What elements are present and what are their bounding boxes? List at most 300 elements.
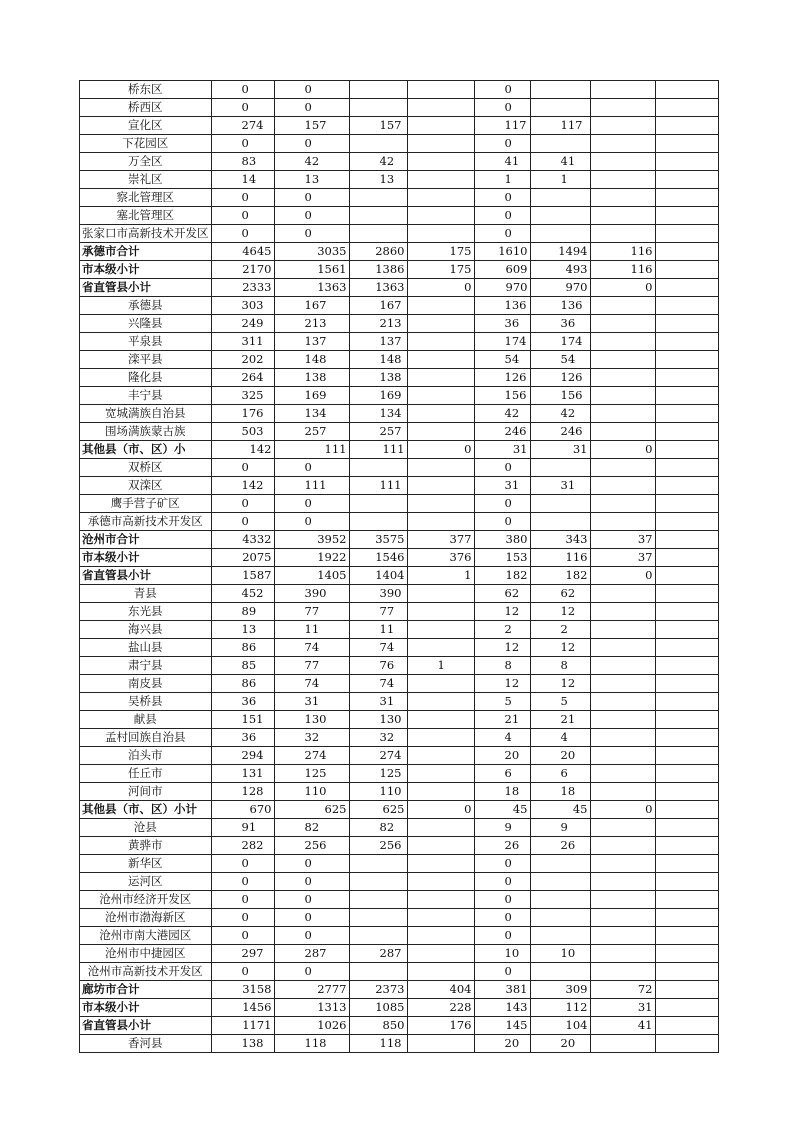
value-cell: 26: [530, 837, 590, 855]
value-cell: 86: [211, 639, 274, 657]
table-row: [80, 837, 719, 855]
value-cell: [655, 495, 718, 513]
value-cell: 138: [274, 369, 349, 387]
value-cell: 37: [590, 531, 655, 549]
value-cell: 2333: [211, 279, 274, 297]
value-cell: [349, 495, 407, 513]
value-cell: 1405: [274, 567, 349, 585]
table-row: [80, 549, 719, 567]
table-body: [80, 81, 719, 1053]
value-cell: [590, 657, 655, 675]
value-cell: [407, 225, 474, 243]
value-cell: 0: [474, 99, 530, 117]
region-name-cell: 其他县（市、区）小: [80, 441, 212, 459]
value-cell: [590, 873, 655, 891]
table-row: [80, 207, 719, 225]
value-cell: 8: [474, 657, 530, 675]
value-cell: 137: [274, 333, 349, 351]
table-row: [80, 369, 719, 387]
value-cell: 303: [211, 297, 274, 315]
value-cell: 41: [474, 153, 530, 171]
value-cell: 111: [349, 477, 407, 495]
value-cell: 138: [349, 369, 407, 387]
value-cell: 256: [349, 837, 407, 855]
table-row: [80, 405, 719, 423]
value-cell: 0: [211, 495, 274, 513]
value-cell: [655, 567, 718, 585]
value-cell: 9: [474, 819, 530, 837]
region-name-cell: 兴隆县: [80, 315, 212, 333]
value-cell: 41: [590, 1017, 655, 1035]
value-cell: 493: [530, 261, 590, 279]
value-cell: [590, 783, 655, 801]
value-cell: [655, 855, 718, 873]
value-cell: 89: [211, 603, 274, 621]
value-cell: 12: [530, 603, 590, 621]
table-row: [80, 297, 719, 315]
region-name-cell: 下花园区: [80, 135, 212, 153]
value-cell: [655, 909, 718, 927]
value-cell: [407, 117, 474, 135]
table-row: [80, 729, 719, 747]
value-cell: [655, 117, 718, 135]
table-row: [80, 1017, 719, 1035]
table-row: [80, 459, 719, 477]
value-cell: [407, 783, 474, 801]
value-cell: 77: [274, 603, 349, 621]
region-name-cell: 盐山县: [80, 639, 212, 657]
region-name-cell: 南皮县: [80, 675, 212, 693]
value-cell: [655, 963, 718, 981]
region-name-cell: 沧州市渤海新区: [80, 909, 212, 927]
value-cell: 0: [211, 225, 274, 243]
value-cell: [407, 747, 474, 765]
table-row: [80, 315, 719, 333]
value-cell: 169: [274, 387, 349, 405]
value-cell: [655, 639, 718, 657]
value-cell: 45: [474, 801, 530, 819]
value-cell: 1: [407, 657, 474, 675]
table-row: [80, 153, 719, 171]
value-cell: 274: [349, 747, 407, 765]
value-cell: [590, 621, 655, 639]
value-cell: [349, 873, 407, 891]
value-cell: [655, 927, 718, 945]
value-cell: 850: [349, 1017, 407, 1035]
value-cell: [655, 207, 718, 225]
value-cell: 18: [474, 783, 530, 801]
value-cell: 76: [349, 657, 407, 675]
region-name-cell: 市本级小计: [80, 261, 212, 279]
region-name-cell: 肃宁县: [80, 657, 212, 675]
value-cell: [655, 387, 718, 405]
value-cell: 0: [474, 225, 530, 243]
value-cell: [407, 513, 474, 531]
value-cell: [530, 225, 590, 243]
value-cell: [655, 459, 718, 477]
value-cell: 1546: [349, 549, 407, 567]
value-cell: [655, 261, 718, 279]
value-cell: 0: [274, 909, 349, 927]
value-cell: 4: [530, 729, 590, 747]
value-cell: [655, 765, 718, 783]
region-name-cell: 双桥区: [80, 459, 212, 477]
value-cell: 0: [274, 495, 349, 513]
value-cell: 0: [211, 873, 274, 891]
region-name-cell: 沧州市合计: [80, 531, 212, 549]
value-cell: 5: [474, 693, 530, 711]
value-cell: 0: [211, 963, 274, 981]
value-cell: 274: [274, 747, 349, 765]
value-cell: 20: [474, 1035, 530, 1053]
value-cell: [590, 315, 655, 333]
value-cell: 625: [274, 801, 349, 819]
region-name-cell: 沧州市经济开发区: [80, 891, 212, 909]
value-cell: 256: [274, 837, 349, 855]
table-row: [80, 567, 719, 585]
value-cell: 0: [474, 189, 530, 207]
value-cell: 0: [211, 513, 274, 531]
value-cell: 130: [274, 711, 349, 729]
value-cell: 110: [349, 783, 407, 801]
value-cell: [655, 711, 718, 729]
value-cell: [655, 981, 718, 999]
value-cell: [590, 603, 655, 621]
table-row: [80, 657, 719, 675]
value-cell: 1561: [274, 261, 349, 279]
value-cell: [407, 1035, 474, 1053]
value-cell: 257: [274, 423, 349, 441]
value-cell: [590, 153, 655, 171]
value-cell: [655, 279, 718, 297]
value-cell: 264: [211, 369, 274, 387]
value-cell: [407, 81, 474, 99]
value-cell: [530, 189, 590, 207]
value-cell: [590, 99, 655, 117]
value-cell: [349, 207, 407, 225]
value-cell: [407, 153, 474, 171]
value-cell: 2170: [211, 261, 274, 279]
value-cell: [590, 495, 655, 513]
value-cell: 1: [530, 171, 590, 189]
value-cell: [530, 513, 590, 531]
value-cell: [407, 711, 474, 729]
value-cell: [590, 171, 655, 189]
value-cell: [407, 495, 474, 513]
region-name-cell: 香河县: [80, 1035, 212, 1053]
value-cell: 11: [349, 621, 407, 639]
value-cell: 157: [274, 117, 349, 135]
value-cell: [655, 531, 718, 549]
value-cell: [349, 513, 407, 531]
value-cell: 182: [530, 567, 590, 585]
value-cell: 31: [474, 477, 530, 495]
value-cell: 12: [474, 603, 530, 621]
value-cell: [407, 477, 474, 495]
value-cell: [407, 387, 474, 405]
value-cell: [530, 927, 590, 945]
value-cell: 10: [474, 945, 530, 963]
value-cell: 20: [474, 747, 530, 765]
value-cell: 609: [474, 261, 530, 279]
value-cell: 74: [274, 639, 349, 657]
value-cell: 31: [530, 441, 590, 459]
value-cell: [590, 225, 655, 243]
value-cell: 156: [474, 387, 530, 405]
value-cell: 503: [211, 423, 274, 441]
region-name-cell: 万全区: [80, 153, 212, 171]
value-cell: 12: [530, 675, 590, 693]
value-cell: [407, 315, 474, 333]
value-cell: 0: [211, 189, 274, 207]
value-cell: 134: [349, 405, 407, 423]
region-name-cell: 宣化区: [80, 117, 212, 135]
value-cell: 1610: [474, 243, 530, 261]
value-cell: [407, 639, 474, 657]
value-cell: [655, 657, 718, 675]
value-cell: 6: [530, 765, 590, 783]
value-cell: [407, 873, 474, 891]
value-cell: 3575: [349, 531, 407, 549]
value-cell: [590, 207, 655, 225]
value-cell: 3952: [274, 531, 349, 549]
value-cell: 2: [530, 621, 590, 639]
value-cell: 2: [474, 621, 530, 639]
table-row: [80, 351, 719, 369]
region-name-cell: 河间市: [80, 783, 212, 801]
value-cell: 0: [474, 207, 530, 225]
value-cell: [655, 423, 718, 441]
value-cell: 0: [274, 99, 349, 117]
value-cell: [407, 333, 474, 351]
value-cell: 13: [349, 171, 407, 189]
value-cell: 0: [474, 459, 530, 477]
value-cell: [407, 729, 474, 747]
value-cell: 8: [530, 657, 590, 675]
value-cell: 377: [407, 531, 474, 549]
region-name-cell: 黄骅市: [80, 837, 212, 855]
value-cell: 42: [274, 153, 349, 171]
value-cell: 83: [211, 153, 274, 171]
value-cell: 1171: [211, 1017, 274, 1035]
value-cell: [530, 207, 590, 225]
value-cell: 82: [274, 819, 349, 837]
value-cell: [349, 99, 407, 117]
value-cell: [655, 369, 718, 387]
value-cell: 153: [474, 549, 530, 567]
table-row: [80, 243, 719, 261]
value-cell: 142: [211, 441, 274, 459]
value-cell: [655, 603, 718, 621]
value-cell: 0: [274, 873, 349, 891]
value-cell: 0: [474, 963, 530, 981]
value-cell: 404: [407, 981, 474, 999]
value-cell: 74: [349, 675, 407, 693]
value-cell: 12: [474, 639, 530, 657]
value-cell: [590, 459, 655, 477]
value-cell: [655, 621, 718, 639]
value-cell: 116: [590, 243, 655, 261]
value-cell: 249: [211, 315, 274, 333]
value-cell: [349, 189, 407, 207]
region-name-cell: 沧县: [80, 819, 212, 837]
value-cell: 0: [211, 927, 274, 945]
table-row: [80, 783, 719, 801]
value-cell: 167: [349, 297, 407, 315]
value-cell: [655, 1017, 718, 1035]
value-cell: 0: [407, 801, 474, 819]
value-cell: [407, 603, 474, 621]
value-cell: [407, 405, 474, 423]
value-cell: 1313: [274, 999, 349, 1017]
value-cell: [655, 477, 718, 495]
value-cell: 246: [474, 423, 530, 441]
value-cell: [655, 243, 718, 261]
value-cell: 31: [590, 999, 655, 1017]
table-row: [80, 891, 719, 909]
value-cell: 176: [211, 405, 274, 423]
value-cell: [655, 297, 718, 315]
value-cell: [349, 927, 407, 945]
value-cell: [530, 909, 590, 927]
value-cell: 5: [530, 693, 590, 711]
value-cell: 390: [349, 585, 407, 603]
value-cell: 0: [274, 891, 349, 909]
value-cell: 0: [274, 927, 349, 945]
value-cell: [530, 459, 590, 477]
value-cell: 213: [349, 315, 407, 333]
value-cell: 297: [211, 945, 274, 963]
value-cell: 0: [474, 909, 530, 927]
value-cell: 118: [274, 1035, 349, 1053]
value-cell: 0: [274, 459, 349, 477]
value-cell: 3158: [211, 981, 274, 999]
value-cell: [407, 585, 474, 603]
table-row: [80, 963, 719, 981]
value-cell: 54: [474, 351, 530, 369]
value-cell: 37: [590, 549, 655, 567]
value-cell: 287: [274, 945, 349, 963]
value-cell: 294: [211, 747, 274, 765]
value-cell: [655, 333, 718, 351]
value-cell: [655, 873, 718, 891]
value-cell: 309: [530, 981, 590, 999]
table-row: [80, 387, 719, 405]
table-row: [80, 279, 719, 297]
value-cell: 169: [349, 387, 407, 405]
value-cell: 20: [530, 1035, 590, 1053]
value-cell: [349, 135, 407, 153]
value-cell: 2075: [211, 549, 274, 567]
value-cell: [655, 441, 718, 459]
value-cell: [590, 747, 655, 765]
region-name-cell: 其他县（市、区）小计: [80, 801, 212, 819]
value-cell: [407, 207, 474, 225]
value-cell: [655, 189, 718, 207]
value-cell: 104: [530, 1017, 590, 1035]
value-cell: [655, 585, 718, 603]
region-name-cell: 孟村回族自治县: [80, 729, 212, 747]
value-cell: [655, 1035, 718, 1053]
value-cell: 4645: [211, 243, 274, 261]
value-cell: 116: [590, 261, 655, 279]
value-cell: 1363: [274, 279, 349, 297]
value-cell: [407, 855, 474, 873]
table-row: [80, 855, 719, 873]
table-row: [80, 117, 719, 135]
value-cell: 4: [474, 729, 530, 747]
value-cell: [590, 369, 655, 387]
value-cell: 36: [211, 693, 274, 711]
value-cell: 21: [474, 711, 530, 729]
value-cell: [590, 765, 655, 783]
table-row: [80, 99, 719, 117]
value-cell: 143: [474, 999, 530, 1017]
region-name-cell: 运河区: [80, 873, 212, 891]
value-cell: 20: [530, 747, 590, 765]
value-cell: 111: [349, 441, 407, 459]
value-cell: 118: [349, 1035, 407, 1053]
region-name-cell: 东光县: [80, 603, 212, 621]
region-name-cell: 沧州市南大港园区: [80, 927, 212, 945]
region-name-cell: 承德市高新技术开发区: [80, 513, 212, 531]
value-cell: [655, 891, 718, 909]
value-cell: 86: [211, 675, 274, 693]
region-name-cell: 青县: [80, 585, 212, 603]
table-row: [80, 873, 719, 891]
value-cell: 111: [274, 477, 349, 495]
value-cell: 18: [530, 783, 590, 801]
value-cell: 21: [530, 711, 590, 729]
value-cell: 42: [349, 153, 407, 171]
value-cell: 31: [274, 693, 349, 711]
value-cell: [655, 153, 718, 171]
region-name-cell: 吴桥县: [80, 693, 212, 711]
value-cell: 134: [274, 405, 349, 423]
value-cell: 0: [590, 801, 655, 819]
value-cell: [349, 459, 407, 477]
value-cell: [407, 837, 474, 855]
value-cell: 137: [349, 333, 407, 351]
value-cell: 82: [349, 819, 407, 837]
value-cell: [590, 927, 655, 945]
value-cell: [407, 945, 474, 963]
value-cell: [349, 891, 407, 909]
region-name-cell: 张家口市高新技术开发区: [80, 225, 212, 243]
value-cell: 0: [590, 567, 655, 585]
value-cell: 10: [530, 945, 590, 963]
value-cell: [590, 909, 655, 927]
value-cell: 246: [530, 423, 590, 441]
value-cell: [655, 405, 718, 423]
value-cell: [349, 909, 407, 927]
value-cell: [655, 513, 718, 531]
value-cell: [655, 693, 718, 711]
table-row: [80, 1035, 719, 1053]
value-cell: 0: [211, 909, 274, 927]
table-row: [80, 999, 719, 1017]
value-cell: [655, 171, 718, 189]
region-name-cell: 丰宁县: [80, 387, 212, 405]
value-cell: 11: [274, 621, 349, 639]
value-cell: [590, 1035, 655, 1053]
value-cell: 77: [349, 603, 407, 621]
value-cell: 182: [474, 567, 530, 585]
value-cell: [590, 855, 655, 873]
value-cell: 14: [211, 171, 274, 189]
table-row: [80, 747, 719, 765]
value-cell: 0: [274, 189, 349, 207]
